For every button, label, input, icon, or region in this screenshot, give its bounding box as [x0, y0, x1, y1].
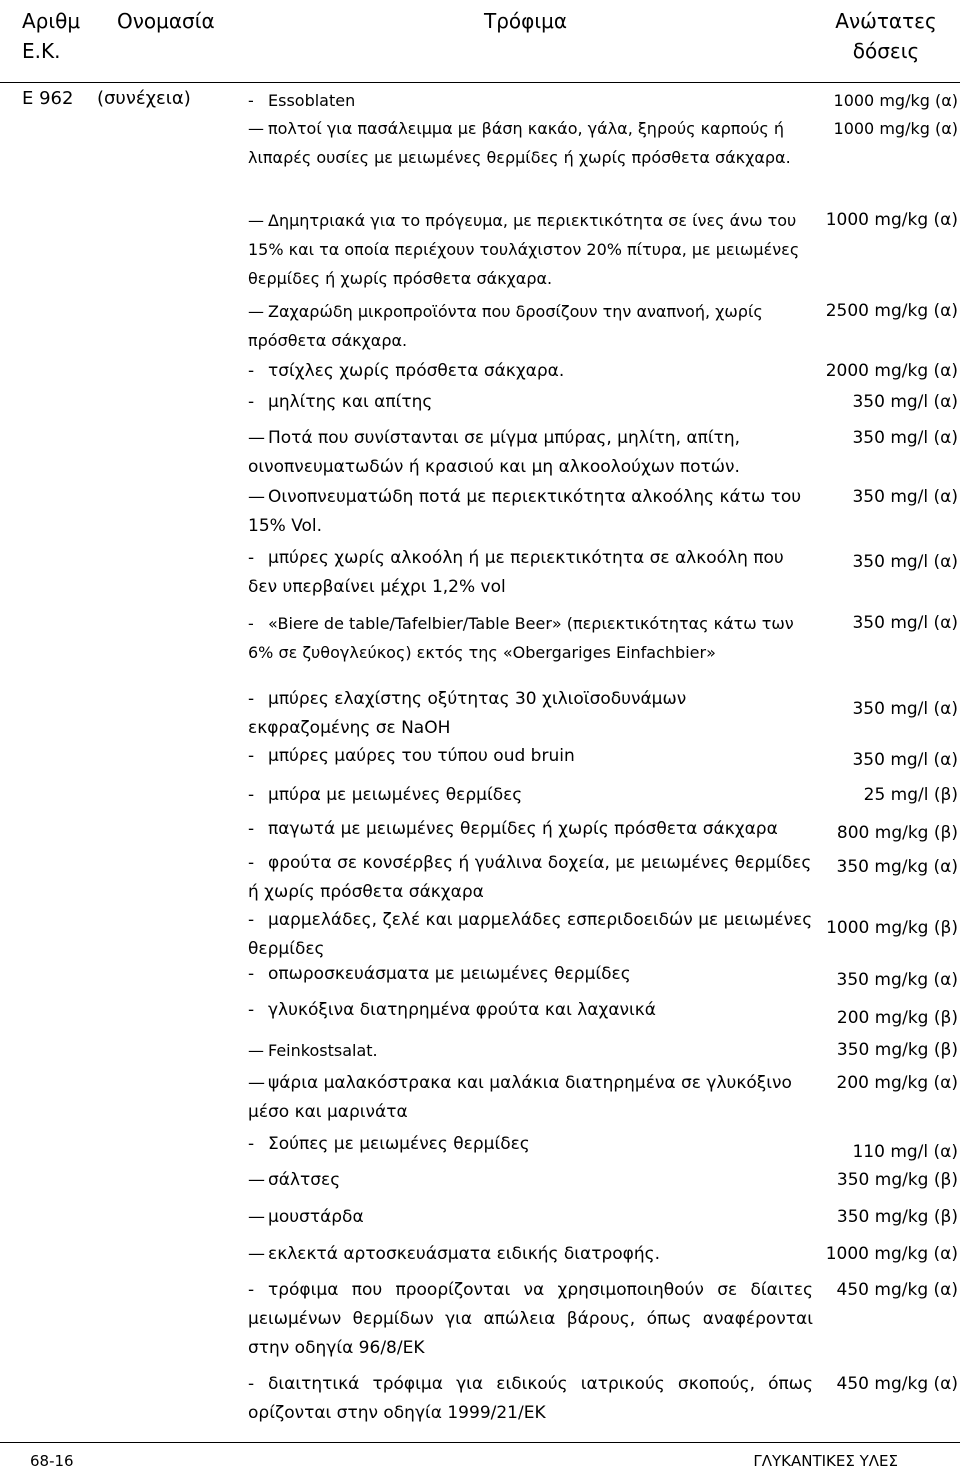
header-dose: Ανώτατες δόσεις — [835, 9, 937, 63]
max-dose: 2500 mg/kg (α) — [825, 301, 958, 321]
list-marker: - — [248, 819, 255, 839]
food-description — [248, 609, 813, 667]
food-description — [248, 388, 813, 417]
food-text: Οινοπνευματώδη ποτά με περιεκτικότητα αλκοόλης κάτω του 15% Vol. — [248, 487, 802, 536]
food-text: μουστάρδα — [268, 1207, 364, 1227]
food-description — [248, 1240, 813, 1269]
list-marker: - — [248, 91, 254, 110]
food-text: Essoblaten — [268, 91, 356, 110]
food-description — [248, 1276, 813, 1363]
food-text: Feinkostsalat. — [268, 1041, 378, 1060]
list-marker: - — [248, 910, 255, 930]
list-marker: — — [248, 1041, 264, 1060]
max-dose: 350 mg/l (α) — [852, 750, 958, 770]
food-description — [248, 906, 813, 964]
header-code: Αριθμ Ε.Κ. — [22, 9, 81, 63]
food-text: Σούπες με μειωμένες θερμίδες — [268, 1134, 530, 1154]
food-text: μηλίτης και απίτης — [268, 392, 433, 412]
food-text: πολτοί για πασάλειμμα με βάση κακάο, γάλα, ξηρούς καρπούς ή λιπαρές ουσίες με μειωμένες θερμίδες ή χωρίς πρόσθετα σάκχαρα. — [248, 119, 791, 167]
list-marker: — — [248, 1244, 265, 1264]
list-marker: — — [248, 302, 264, 321]
max-dose: 200 mg/kg (α) — [836, 1073, 958, 1093]
max-dose: 110 mg/l (α) — [852, 1142, 958, 1162]
max-dose: 25 mg/l (β) — [863, 785, 958, 805]
food-text: γλυκόξινα διατηρημένα φρούτα και λαχανικά — [268, 1000, 656, 1020]
list-marker: - — [248, 853, 255, 873]
food-description — [248, 544, 813, 602]
food-description — [248, 815, 813, 844]
list-marker: - — [248, 392, 255, 412]
food-description — [248, 996, 813, 1025]
max-dose: 800 mg/kg (β) — [836, 823, 958, 843]
list-marker: - — [248, 614, 254, 633]
additive-name: (συνέχεια) — [97, 88, 191, 109]
food-description — [248, 1370, 813, 1428]
max-dose: 1000 mg/kg (α) — [833, 119, 958, 138]
food-description — [248, 357, 813, 386]
list-marker: — — [248, 1073, 265, 1093]
list-marker: - — [248, 689, 255, 709]
food-description — [248, 960, 813, 989]
food-description — [248, 483, 813, 541]
max-dose: 1000 mg/kg (α) — [825, 1244, 958, 1264]
food-text: μπύρες μαύρες του τύπου oud bruin — [268, 746, 575, 766]
food-description — [248, 86, 813, 115]
header-divider — [0, 82, 960, 83]
food-text: ψάρια μαλακόστρακα και μαλάκια διατηρημένα σε γλυκόξινο μέσο και μαρινάτα — [248, 1073, 792, 1122]
food-text: Ζαχαρώδη μικροπροϊόντα που δροσίζουν την αναπνοή, χωρίς πρόσθετα σάκχαρα. — [248, 302, 763, 350]
food-text: μαρμελάδες, ζελέ και μαρμελάδες εσπεριδοειδών με μειωμένες θερμίδες — [248, 910, 813, 959]
food-text: τρόφιμα που προορίζονται να χρησιμοποιηθούν σε δίαιτες μειωμένων θερμίδων για απώλεια βάρους, όπως αναφέρονται στην οδηγία 96/8/ΕΚ — [248, 1280, 813, 1358]
food-text: Δημητριακά για το πρόγευμα, με περιεκτικότητα σε ίνες άνω του 15% και τα οποία περιέχουν τουλάχιστον 20% πίτυρα, με μειωμένες θερμίδες ή χωρίς πρόσθετα σάκχαρα. — [248, 211, 800, 288]
list-marker: — — [248, 428, 265, 448]
food-description — [248, 114, 813, 172]
food-description — [248, 685, 813, 743]
max-dose: 350 mg/l (α) — [852, 552, 958, 572]
food-text: «Biere de table/Tafelbier/Table Beer» (περιεκτικότητας κάτω των 6% σε ζυθογλεύκος) εκτός της «Obergariges Einfachbier» — [248, 614, 794, 662]
food-text: μπύρες ελαχίστης οξύτητας 30 χιλιοϊσοδυνάμων εκφραζομένης σε NaOH — [248, 689, 687, 738]
list-marker: - — [248, 548, 255, 568]
max-dose: 2000 mg/kg (α) — [825, 361, 958, 381]
food-text: διαιτητικά τρόφιμα για ειδικούς ιατρικούς σκοπούς, όπως ορίζονται στην οδηγία 1999/21/ΕΚ — [248, 1374, 813, 1423]
list-marker: — — [248, 119, 264, 138]
section-title: ΓΛΥΚΑΝΤΙΚΕΣ ΥΛΕΣ — [753, 1452, 898, 1470]
food-text: σάλτσες — [268, 1170, 341, 1190]
food-description — [248, 206, 813, 293]
max-dose: 1000 mg/kg (β) — [826, 918, 958, 938]
food-description — [248, 742, 813, 771]
food-text: Ποτά που συνίστανται σε μίγμα μπύρας, μηλίτη, απίτη, οινοπνευματωδών ή κρασιού και μη αλκοολούχων ποτών. — [248, 428, 740, 477]
max-dose: 350 mg/kg (β) — [836, 1170, 958, 1190]
header-name: Ονομασία — [117, 9, 215, 33]
additive-code: E 962 — [22, 88, 74, 109]
list-marker: - — [248, 1280, 255, 1300]
page-number: 68-16 — [30, 1452, 74, 1470]
food-description — [248, 781, 813, 810]
max-dose: 450 mg/kg (α) — [836, 1280, 958, 1300]
food-description — [248, 1203, 813, 1232]
list-marker: — — [248, 1207, 265, 1227]
max-dose: 200 mg/kg (β) — [836, 1008, 958, 1028]
food-text: τσίχλες χωρίς πρόσθετα σάκχαρα. — [268, 361, 565, 381]
max-dose: 350 mg/l (α) — [852, 392, 958, 412]
max-dose: 350 mg/l (α) — [852, 613, 958, 633]
max-dose: 350 mg/kg (β) — [836, 1040, 958, 1060]
food-text: παγωτά με μειωμένες θερμίδες ή χωρίς πρόσθετα σάκχαρα — [268, 819, 778, 839]
list-marker: — — [248, 487, 265, 507]
list-marker: - — [248, 361, 255, 381]
food-text: εκλεκτά αρτοσκευάσματα ειδικής διατροφής. — [268, 1244, 661, 1264]
max-dose: 450 mg/kg (α) — [836, 1374, 958, 1394]
max-dose: 1000 mg/kg (α) — [825, 210, 958, 230]
food-description — [248, 849, 813, 907]
max-dose: 350 mg/kg (β) — [836, 1207, 958, 1227]
header-food: Τρόφιμα — [484, 9, 568, 33]
list-marker: — — [248, 1170, 265, 1190]
max-dose: 1000 mg/kg (α) — [833, 91, 958, 110]
list-marker: - — [248, 1374, 255, 1394]
food-description — [248, 424, 813, 482]
max-dose: 350 mg/l (α) — [852, 699, 958, 719]
food-description — [248, 1166, 813, 1195]
food-description — [248, 1130, 813, 1159]
table-header — [0, 0, 960, 82]
food-text: φρούτα σε κονσέρβες ή γυάλινα δοχεία, με μειωμένες θερμίδες ή χωρίς πρόσθετα σάκχαρα — [248, 853, 812, 902]
list-marker: - — [248, 1000, 255, 1020]
max-dose: 350 mg/kg (α) — [836, 857, 958, 877]
list-marker: - — [248, 785, 255, 805]
list-marker: - — [248, 1134, 255, 1154]
max-dose: 350 mg/kg (α) — [836, 970, 958, 990]
list-marker: - — [248, 746, 255, 766]
food-text: μπύρες χωρίς αλκοόλη ή με περιεκτικότητα σε αλκοόλη που δεν υπερβαίνει μέχρι 1,2% vol — [248, 548, 784, 597]
list-marker: — — [248, 211, 264, 230]
footer-divider — [0, 1442, 960, 1443]
food-description — [248, 1069, 813, 1127]
food-text: οπωροσκευάσματα με μειωμένες θερμίδες — [268, 964, 631, 984]
food-description — [248, 297, 813, 355]
max-dose: 350 mg/l (α) — [852, 487, 958, 507]
food-text: μπύρα με μειωμένες θερμίδες — [268, 785, 523, 805]
list-marker: - — [248, 964, 255, 984]
food-description — [248, 1036, 813, 1065]
max-dose: 350 mg/l (α) — [852, 428, 958, 448]
